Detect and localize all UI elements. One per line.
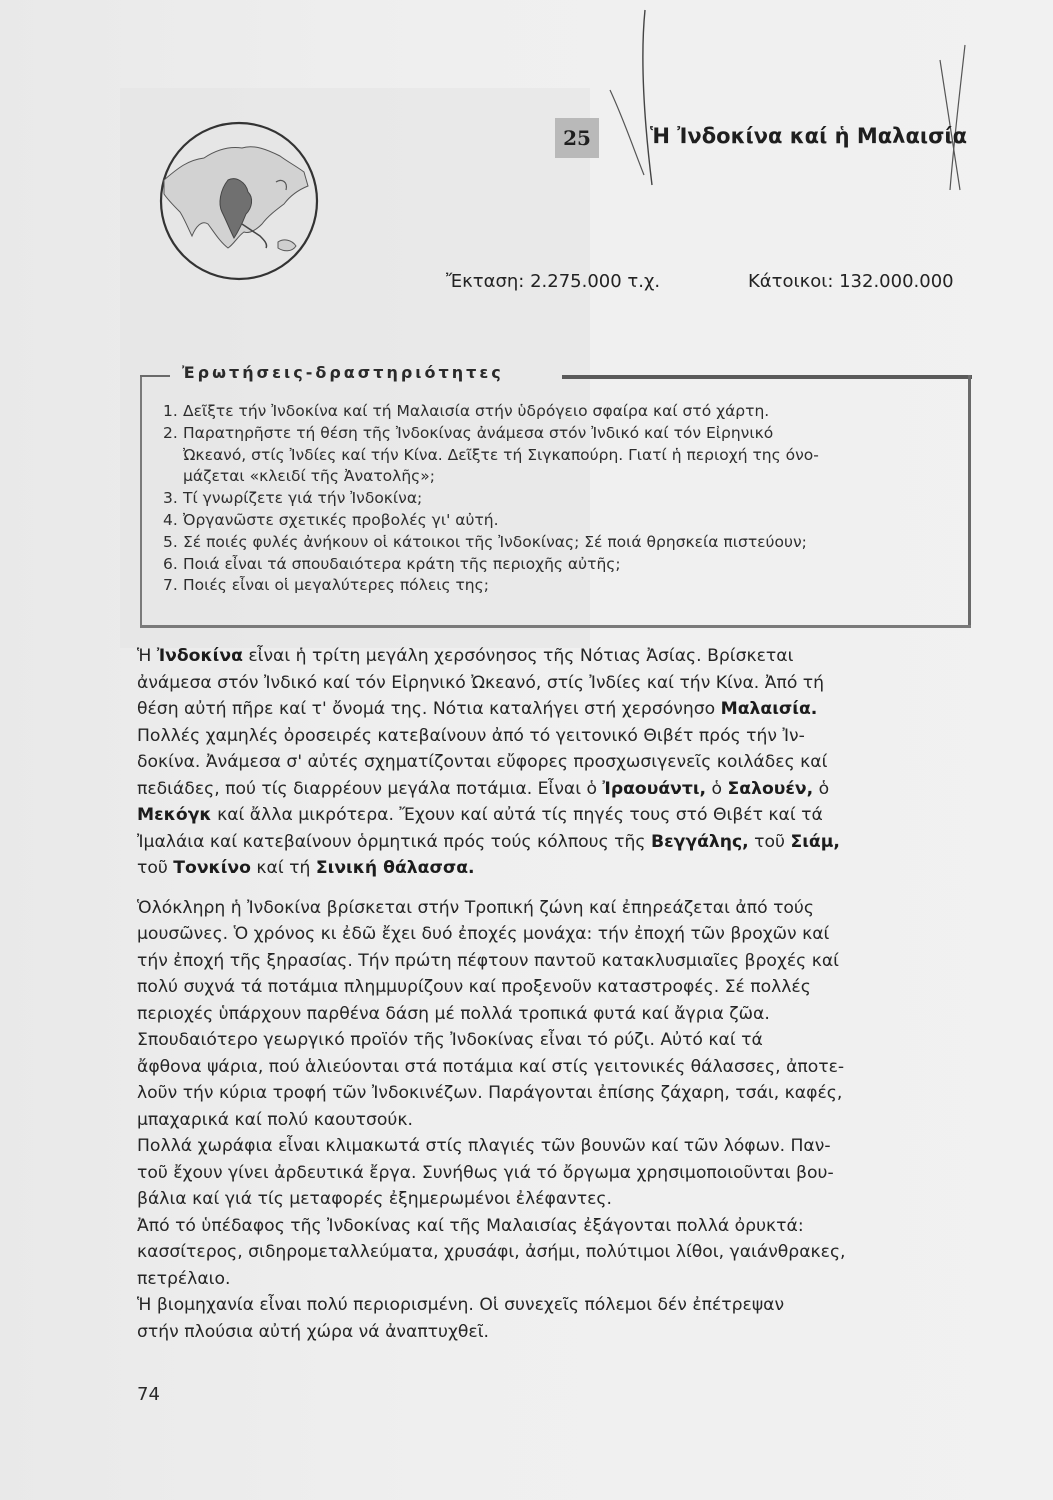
question-number: 3. — [163, 489, 178, 508]
body-segment: τοῦ ἔχουν γίνει ἀρδευτικά ἔργα. Συνήθως γιά τό ὄργωμα χρησιμοποιοῦνται βου- — [137, 1162, 834, 1183]
frame-bottom — [140, 625, 971, 628]
area-stat: Ἔκταση: 2.275.000 τ.χ. — [446, 271, 661, 292]
bold-term: Ἰραουάντι, — [602, 778, 707, 799]
body-segment: Πολλά χωράφια εἶναι κλιμακωτά στίς πλαγιές τῶν βουνῶν καί τῶν λόφων. Παν- — [137, 1136, 831, 1156]
question-item — [163, 423, 819, 445]
body-segment: ὁ — [706, 778, 728, 799]
body-segment: Σπουδαιότερο γεωργικό προϊόν τῆς Ἰνδοκίνας εἶναι τό ρύζι. Αὐτό καί τά — [137, 1030, 763, 1050]
question-item — [163, 488, 819, 510]
question-text: Ὠκεανό, στίς Ἰνδίες καί τήν Κίνα. Δεῖξτε τή Σιγκαπούρη. Γιατί ἡ περιοχή της όνο- — [183, 445, 819, 464]
body-line — [137, 643, 962, 670]
body-line — [137, 855, 962, 882]
question-number: 5. — [163, 532, 178, 551]
bold-term: Ἰνδοκίνα — [156, 646, 243, 666]
bold-term: Μεκόγκ — [137, 805, 212, 825]
body-segment: καί ἄλλα μικρότερα. Ἔχουν καί αὐτά τίς πηγές τους στό Θιβέτ καί τά — [211, 805, 823, 825]
body-segment: μουσῶνες. Ὁ χρόνος κι ἐδῶ ἔχει δυό ἐποχές μονάχα: τήν ἐποχή τῶν βροχῶν καί — [137, 924, 830, 944]
body-line — [137, 1160, 962, 1187]
bold-term: Τονκίνο — [173, 858, 251, 878]
question-item — [163, 445, 819, 467]
question-number: 4. — [163, 510, 178, 529]
body-segment: κασσίτερος, σιδηρομεταλλεύματα, χρυσάφι, ἀσήμι, πολύτιμοι λίθοι, γαιάνθρακες, — [137, 1242, 846, 1262]
population-stat: Κάτοικοι: 132.000.000 — [748, 271, 954, 292]
body-line — [137, 723, 962, 750]
bold-term: Βεγγάλης, — [650, 831, 749, 852]
question-text: Δεῖξτε τήν Ἰνδοκίνα καί τή Μαλαισία στήν ὑδρόγειο σφαίρα καί στό χάρτη. — [183, 402, 770, 420]
chapter-number-badge: 25 — [555, 118, 599, 158]
body-segment: Ἀπό τό ὑπέδαφος τῆς Ἰνδοκίνας καί τῆς Μαλαισίας ἐξάγονται πολλά ὀρυκτά: — [137, 1215, 804, 1236]
body-segment: καί τή — [250, 858, 316, 878]
question-text: Ποιές εἶναι οἱ μεγαλύτερες πόλεις της; — [183, 576, 489, 595]
question-item — [163, 401, 819, 423]
body-segment: δοκίνα. Ἀνάμεσα σ' αὐτές σχηματίζονται εὔφορες προσχωσιγενεῖς κοιλάδες καί — [137, 752, 828, 772]
questions-box — [140, 363, 972, 628]
bold-term: Σαλουέν, — [727, 778, 814, 799]
bold-term: Σινική θάλασσα. — [315, 858, 475, 878]
body-line — [137, 1239, 962, 1266]
body-segment: Ἰμαλάια καί κατεβαίνουν ὁρμητικά πρός τούς κόλπους τῆς — [137, 831, 651, 852]
bold-term: Σιάμ, — [790, 831, 840, 852]
body-text — [137, 643, 962, 1345]
bold-term: Μαλαισία. — [720, 699, 818, 719]
question-item — [163, 554, 819, 576]
paragraph-gap — [137, 882, 962, 895]
body-line — [137, 1001, 962, 1028]
body-segment: Πολλές χαμηλές ὀροσειρές κατεβαίνουν ἀπό τό γειτονικό Θιβέτ πρός τήν Ἰν- — [137, 725, 805, 746]
questions-list — [163, 401, 819, 597]
decorative-curve — [600, 0, 1053, 200]
body-line — [137, 670, 962, 697]
body-segment: πολύ συχνά τά ποτάμια πλημμυρίζουν καί προξενοῦν καταστροφές. Σέ πολλές — [137, 977, 811, 997]
page-number: 74 — [137, 1384, 160, 1405]
body-line — [137, 776, 962, 803]
question-number: 7. — [163, 576, 178, 595]
body-line — [137, 1266, 962, 1293]
globe-asia-icon — [158, 120, 320, 282]
body-line — [137, 1319, 962, 1346]
body-segment: μπαχαρικά καί πολύ καουτσούκ. — [137, 1109, 413, 1130]
body-segment: βάλια καί γιά τίς μεταφορές ἐξημερωμένοι ἐλέφαντες. — [137, 1189, 612, 1209]
body-segment: ἄφθονα ψάρια, πού ἁλιεύονται στά ποτάμια καί στίς γειτονικές θάλασσες, ἀποτε- — [137, 1056, 845, 1077]
question-text: Σέ ποιές φυλές ἀνήκουν οἱ κάτοικοι τῆς Ἰνδοκίνας; Σέ ποιά θρησκεία πιστεύουν; — [183, 532, 807, 551]
body-line — [137, 1292, 962, 1319]
body-line — [137, 974, 962, 1001]
body-line — [137, 829, 962, 856]
body-line — [137, 1107, 962, 1134]
body-segment: ἀνάμεσα στόν Ἰνδικό καί τόν Εἰρηνικό Ὠκεανό, στίς Ἰνδίες καί τήν Κίνα. Ἀπό τή — [137, 672, 825, 693]
chapter-title: Ἡ Ἰνδοκίνα καί ἡ Μαλαισία — [650, 124, 968, 148]
body-line — [137, 1080, 962, 1107]
body-segment: πετρέλαιο. — [137, 1268, 231, 1289]
body-segment: λοῦν τήν κύρια τροφή τῶν Ἰνδοκινέζων. Παράγονται ἐπίσης ζάχαρη, τσάι, καφές, — [137, 1083, 843, 1103]
body-line — [137, 802, 962, 829]
body-segment: στήν πλούσια αὐτή χώρα νά ἀναπτυχθεῖ. — [137, 1321, 489, 1342]
body-segment: θέση αὐτή πῆρε καί τ' ὄνομά της. Νότια καταλήγει στή χερσόνησο — [137, 699, 721, 719]
question-item — [163, 466, 819, 488]
body-line — [137, 749, 962, 776]
question-item — [163, 510, 819, 532]
frame-top-right — [562, 375, 972, 379]
question-text: Ὀργανῶστε σχετικές προβολές γι' αὐτή. — [183, 510, 499, 529]
body-segment: περιοχές ὑπάρχουν παρθένα δάση μέ πολλά τροπικά φυτά καί ἄγρια ζῶα. — [137, 1003, 770, 1024]
question-number: 1. — [163, 402, 178, 420]
body-line — [137, 921, 962, 948]
question-item — [163, 532, 819, 554]
frame-right — [968, 375, 971, 627]
body-segment: ὁ — [813, 778, 830, 799]
body-segment: εἶναι ἡ τρίτη μεγάλη χερσόνησος τῆς Νότιας Ἀσίας. Βρίσκεται — [242, 646, 794, 666]
question-text: Ποιά εἶναι τά σπουδαιότερα κράτη τῆς περιοχῆς αὐτῆς; — [183, 554, 621, 573]
body-segment: πεδιάδες, πού τίς διαρρέουν μεγάλα ποτάμια. Εἶναι ὁ — [137, 778, 603, 799]
body-line — [137, 948, 962, 975]
body-line — [137, 1054, 962, 1081]
body-line — [137, 895, 962, 922]
question-text: Παρατηρῆστε τή θέση τῆς Ἰνδοκίνας ἀνάμεσα στόν Ἰνδικό καί τόν Εἰρηνικό — [183, 423, 774, 442]
body-line — [137, 1133, 962, 1160]
body-line — [137, 1027, 962, 1054]
body-segment: Ὁλόκληρη ἡ Ἰνδοκίνα βρίσκεται στήν Τροπική ζώνη καί ἐπηρεάζεται ἀπό τούς — [137, 897, 814, 918]
question-number: 6. — [163, 554, 178, 573]
body-segment: τήν ἐποχή τῆς ξηρασίας. Τήν πρώτη πέφτουν παντοῦ κατακλυσμιαῖες βροχές καί — [137, 950, 839, 971]
questions-heading: Ἐρωτήσεις-δραστηριότητες — [182, 363, 504, 382]
frame-top-left — [140, 375, 170, 377]
question-item — [163, 575, 819, 597]
body-line — [137, 1186, 962, 1213]
question-text: Τί γνωρίζετε γιά τήν Ἰνδοκίνα; — [183, 489, 423, 508]
question-number: 2. — [163, 423, 178, 442]
question-text: μάζεται «κλειδί τῆς Ἀνατολῆς»; — [183, 467, 435, 486]
body-segment: Ἡ βιομηχανία εἶναι πολύ περιορισμένη. Οἱ συνεχεῖς πόλεμοι δέν ἐπέτρεψαν — [137, 1295, 785, 1315]
body-line — [137, 1213, 962, 1240]
body-line — [137, 696, 962, 723]
body-segment: τοῦ — [748, 831, 791, 852]
body-segment: τοῦ — [137, 858, 174, 878]
body-segment: Ἡ — [137, 646, 157, 666]
